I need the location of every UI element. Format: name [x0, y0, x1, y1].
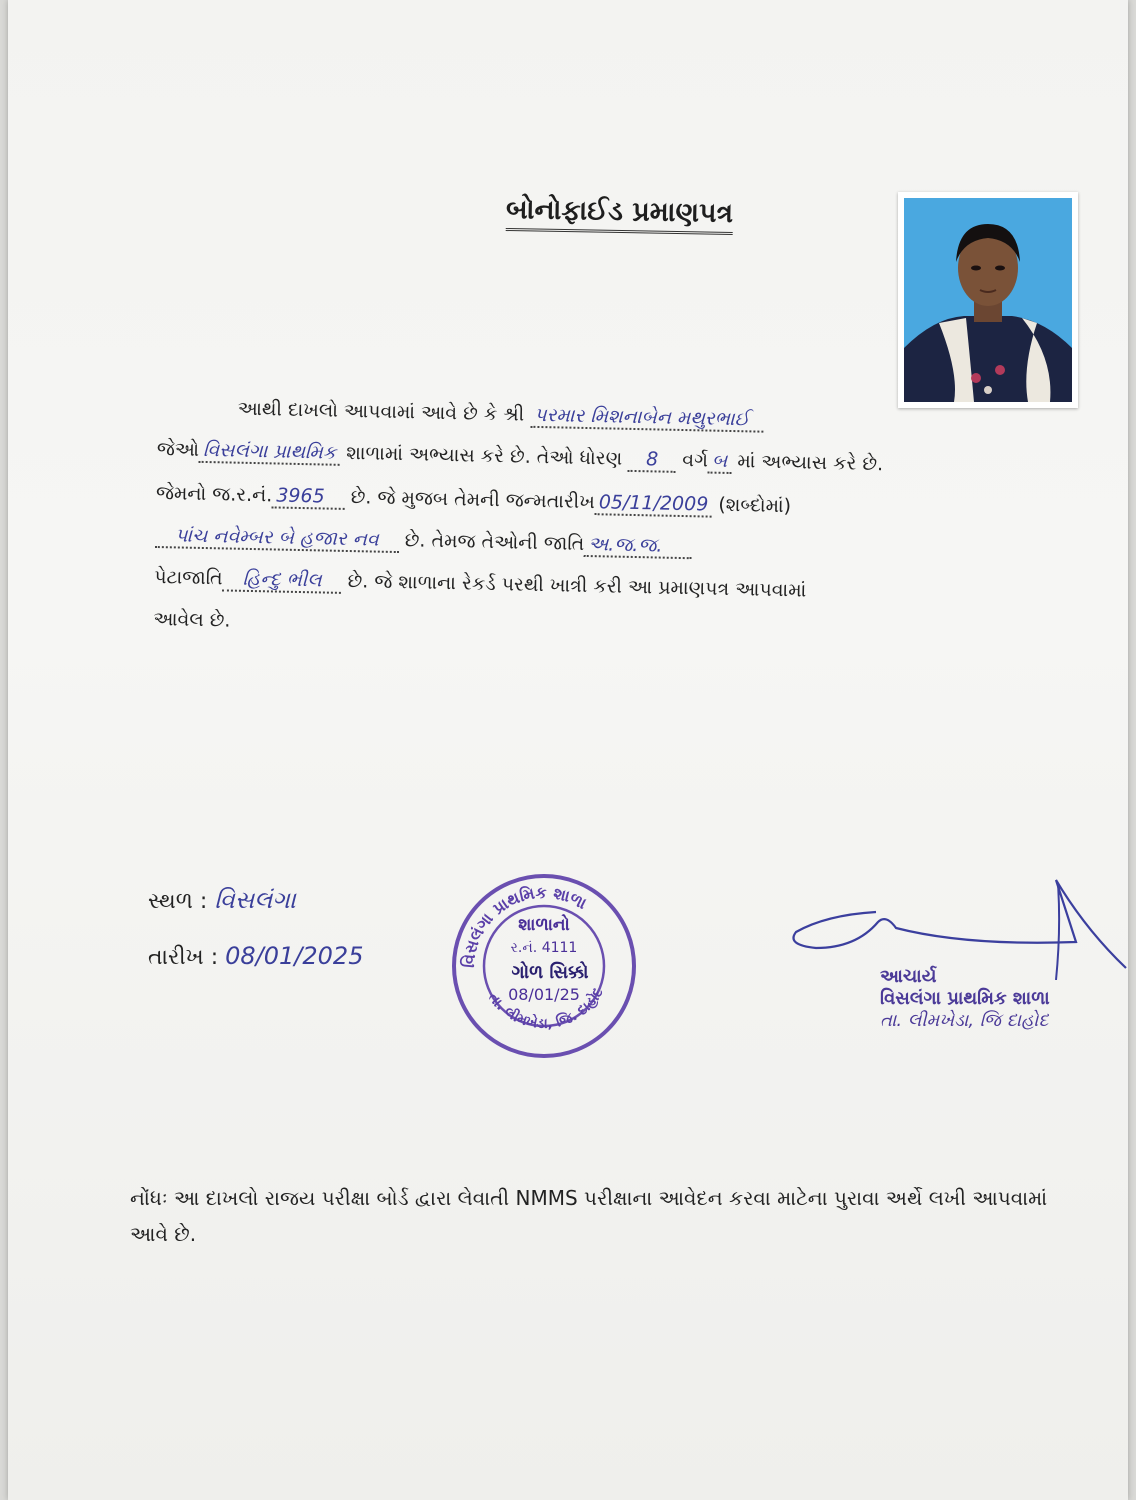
date-field — [148, 942, 363, 970]
principal-school: વિસલંગા પ્રાથમિક શાળા — [880, 988, 1050, 1009]
principal-stamp — [880, 966, 1120, 1032]
student-photo — [898, 192, 1078, 408]
caste-value: અ.જ.જ. — [584, 533, 693, 559]
stamp-ring-text: વિસલંગા પ્રાથમિક શાળા — [458, 882, 590, 969]
principal-district: તા. લીમખેડા, જિ દાહોદ — [880, 1010, 1049, 1031]
principal-signature — [786, 870, 1128, 980]
date-value: 08/01/2025 — [225, 942, 364, 970]
principal-title: આચાર્ય — [880, 966, 937, 987]
body-line-3: જેમનો જ.ર.નં. 3965 છે. જે મુજબ તેમની જન્મતારીખ 05/11/2009 (શબ્દોમાં) — [155, 481, 792, 518]
standard-value: 8 — [628, 448, 677, 473]
certificate-title: બોનોફાઈડ પ્રમાણપત્ર — [506, 194, 734, 235]
stamp-reg-no: ર.નં. 4111 — [510, 940, 578, 956]
division-value: બ — [708, 450, 732, 474]
date-label: તારીખ : — [148, 945, 219, 970]
body-line-5: પેટાજાતિ હિન્દુ ભીલ છે. જે શાળાના રેકર્ડ પરથી ખાત્રી કરી આ પ્રમાણપત્ર આપવામાં — [153, 565, 807, 602]
stamp-date: 08/01/25 — [508, 985, 580, 1004]
stamp-bottom-text: તા. લીમખેડા, જિ. દાહોદ — [484, 985, 607, 1033]
place-label: સ્થળ : — [148, 889, 208, 914]
body-line-2: જેઓ વિસલંગા પ્રાથમિક શાળામાં અભ્યાસ કરે છે. તેઓ ધોરણ 8 વર્ગ બ માં અભ્યાસ કરે છે. — [156, 437, 884, 476]
birth-date: 05/11/2009 — [595, 491, 713, 517]
body-line-4: પાંચ નવેમ્બર બે હજાર નવ છે. તેમજ તેઓની જાતિ અ.જ.જ. — [155, 524, 693, 557]
body-line-6: આવેલ છે. — [153, 607, 231, 632]
stamp-seal-text: ગોળ સિક્કો — [511, 962, 589, 983]
place-value: વિસલંગા — [214, 886, 296, 914]
sub-caste-value: હિન્દુ ભીલ — [222, 567, 341, 593]
birth-date-words: પાંચ નવેમ્બર બે હજાર નવ — [155, 524, 399, 553]
gr-number: 3965 — [272, 484, 345, 510]
stamp-center-text: શાળાનો — [518, 915, 570, 935]
footer-note: નોંધઃ આ દાખલો રાજય પરીક્ષા બોર્ડ દ્વારા લેવાતી NMMS પરીક્ષાના આવેદન કરવા માટેના પુરાવા અર્થે લખી આપવામાં આવે છે. — [130, 1186, 1048, 1246]
school-name: વિસલંગા પ્રાથમિક — [199, 439, 341, 466]
student-name: પરમાર મિશનાબેન મથુરભાઈ — [530, 404, 763, 433]
school-seal-stamp — [444, 868, 644, 1058]
student-photo-image — [904, 198, 1072, 402]
body-line-1: આથી દાખલો આપવામાં આવે છે કે શ્રી પરમાર મિશનાબેન મથુરભાઈ — [238, 398, 764, 431]
certificate-page — [8, 0, 1128, 1500]
place-field — [148, 886, 296, 914]
